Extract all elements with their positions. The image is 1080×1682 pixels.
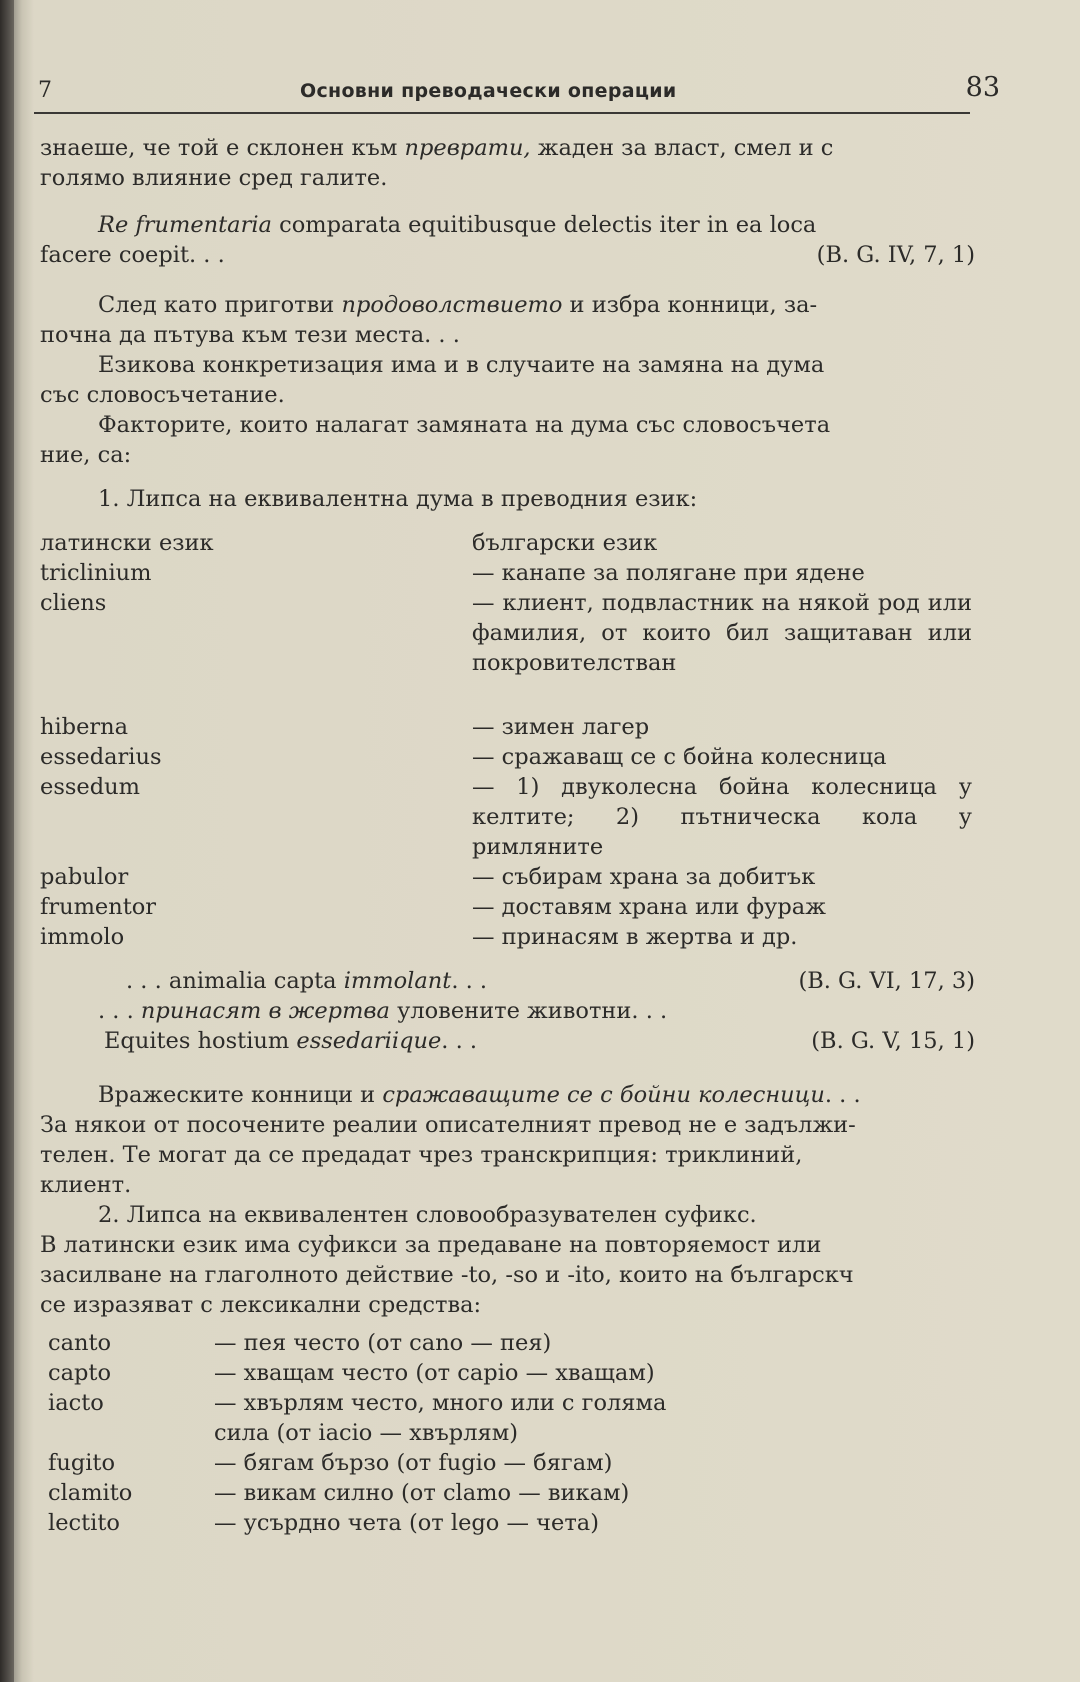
running-header [34, 72, 1000, 114]
quote3-reference: (B. G. V, 15, 1) [811, 1028, 975, 1054]
table-row: canto — пея често (от cano — пея) [48, 1330, 552, 1356]
intro-line-1: знаеше, че той е склонен към превратu, жаден за власт, смел и с [40, 135, 834, 161]
latin-quote-1 [40, 210, 975, 270]
intro-paragraph [40, 133, 975, 193]
table1-header [40, 528, 975, 558]
table-row: capto — хващам често (от capio — хващам) [48, 1360, 655, 1386]
translation-1 [40, 290, 975, 470]
latin-quote-3: Equites hostium essedariique. . . (B. G. V, 15, 1) [104, 1028, 975, 1054]
table-row: frumentor — доставям храна или фураж [40, 894, 826, 920]
table-row: triclinium — канапе за полягане при ядене [40, 560, 865, 586]
page-number: 83 [965, 72, 1000, 103]
table-row: iacto — хвърлям често, много или с голяма сила (от iacio — хвърлям) [48, 1390, 667, 1446]
point-2-paragraph: 2. Липса на еквивалентен словообразувателен суфикс. В латински език има суфикси за предаване на повторяемост или засилване на глаголното действие -to, -so и -ito, които на българскч се изразяват с лексикални средства: [40, 1202, 854, 1318]
concretization-line-1: Езикова конкретизация има и в случаите на замяна на дума [98, 352, 825, 378]
table-row: cliens — клиент, подвластник на някой род или фамилия, от които бил защитаван или покровителстван [40, 590, 972, 676]
table-row: essedarius — сражаващ се с бойна колесница [40, 744, 887, 770]
column-bulgarian-header: български език [472, 530, 658, 556]
table-row: clamito — викам силно (от clamo — викам) [48, 1480, 630, 1506]
table-row: immolo — принасям в жертва и др. [40, 924, 798, 950]
factors-line-1: Факторите, които налагат замяната на дума със словосъчета [98, 412, 831, 438]
translation-3: Вражеските конници и сражаващите се с бойни колесници. . . За някои от посочените реалии описателният превод не е задължи- телен. Те могат да се предадат чрез транскрипция: триклиний, клиент. [40, 1082, 861, 1198]
transl1-line-1: След като приготви продоволствието и избра конници, за- [98, 292, 818, 318]
point-1-heading: 1. Липса на еквивалентна дума в преводния език: [98, 486, 698, 512]
transl1-line-2: почна да пътува към тези места. . . [40, 322, 460, 348]
quote1-reference: (B. G. IV, 7, 1) [816, 242, 975, 268]
latin-quote-2: . . . animalia capta immolant. . . (B. G. VI, 17, 3) . . . принасят в жертва уловените животни. . . Equites hostium essedariique. . . (B. G. V, 15, 1) [40, 966, 975, 1056]
quote1-line-2: facere coepit. . . (B. G. IV, 7, 1) [40, 242, 975, 268]
translation-2: . . . принасят в жертва уловените животни. . . [98, 998, 668, 1024]
vocabulary-table-1 [40, 528, 975, 952]
quote1-line-1: Re frumentaria comparata equitibusque delectis iter in ea loca [98, 212, 817, 238]
vocabulary-table-2 [48, 1328, 728, 1538]
concretization-line-2: със словосъчетание. [40, 382, 285, 408]
table-row: lectito — усърдно чета (от lego — чета) [48, 1510, 599, 1536]
column-latin-header: латински език [40, 530, 214, 556]
intro-line-2: голямо влияние сред галите. [40, 165, 388, 191]
header-left-mark: 7 [38, 78, 52, 103]
header-title: Основни преводачески операции [300, 80, 677, 102]
table-row: hiberna — зимен лагер [40, 714, 650, 740]
book-spine-shadow [0, 0, 14, 1682]
quote2-reference: (B. G. VI, 17, 3) [798, 968, 975, 994]
table-row: essedum — 1) двуколесна бойна колесница у келтите; 2) пътническа кола у римляните [40, 774, 972, 860]
table-row: fugito — бягам бързо (от fugio — бягам) [48, 1450, 613, 1476]
factors-line-2: ние, са: [40, 442, 132, 468]
table-row: pabulor — събирам храна за добитък [40, 864, 816, 890]
